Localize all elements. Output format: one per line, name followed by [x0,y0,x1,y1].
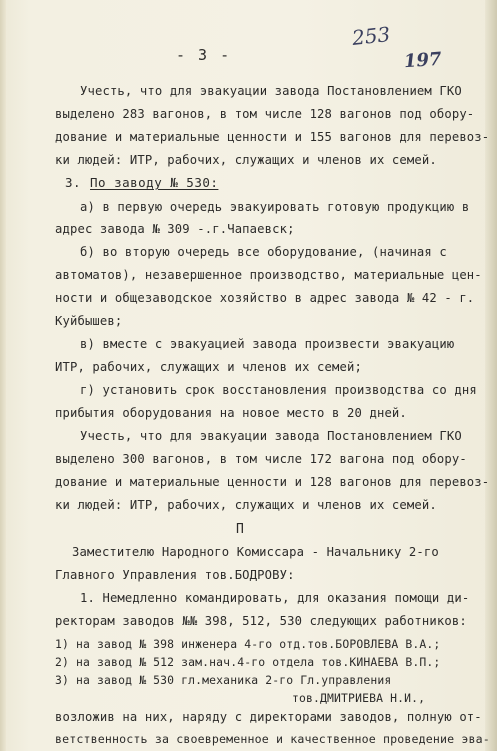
section-number: 3. [65,175,82,190]
part-numeral: П [236,522,244,537]
text-line: дование и материальные ценности и 155 вагонов для перевоз- [55,130,490,144]
text-line: Главного Управления тов.БОДРОВУ: [55,568,295,582]
page-number: - 3 - [176,46,232,64]
text-line: ИТР, рабочих, служащих и членов их семей; [55,360,362,374]
text-line: тов.ДМИТРИЕВА Н.И., [292,691,426,705]
page-left-edge [0,0,6,751]
text-line: автоматов), незавершенное производство, материальные цен- [55,268,482,282]
text-line: возложив на них, наряду с директорами заводов, полную от- [55,710,482,724]
text-line: 2) на завод № 512 зам.нач.4-го отдела тов.КИНАЕВА В.П.; [55,655,441,669]
text-line: Заместителю Народного Комиссара - Начальнику 2-го [72,545,439,559]
text-line: адрес завода № 309 -.г.Чапаевск; [55,222,295,236]
text-line: в) вместе с эвакуацией завода произвести эвакуацию [80,337,455,351]
text-line: выделено 300 вагонов, в том числе 172 вагона под обору- [55,452,467,466]
handwritten-archive-number: 253 [350,22,392,50]
text-line: ректорам заводов №№ 398, 512, 530 следующих работников: [55,614,467,628]
text-line: Куйбышев; [55,314,123,328]
text-line: дование и материальные ценности и 128 вагонов для перевоз- [55,475,490,489]
text-line: ки людей: ИТР, рабочих, служащих и членов их семей. [55,153,437,167]
text-line: г) установить срок восстановления производства со дня [80,383,477,397]
section-heading: По заводу № 530: [90,175,219,190]
text-line: ности и общезаводское хозяйство в адрес завода № 42 - г. [55,291,475,305]
text-line: прибытия оборудования на новое место в 20 дней. [55,406,407,420]
text-line: 1) на завод № 398 инженера 4-го отд.тов.БОРОВЛЕВА В.А.; [55,637,441,651]
text-line: а) в первую очередь эвакуировать готовую продукцию в [80,200,470,214]
text-line: выделено 283 вагонов, в том числе 128 вагонов под обору- [55,107,475,121]
text-line: ветственность за своевременное и качественное проведение эва- [55,732,490,746]
text-line: 3) на завод № 530 гл.механика 2-го Гл.управления [55,673,392,687]
text-line: 1. Немедленно командировать, для оказания помощи ди- [80,591,470,605]
handwritten-sheet-number: 197 [403,48,443,73]
text-line: ки людей: ИТР, рабочих, служащих и членов их семей. [55,498,437,512]
text-line: Учесть, что для эвакуации завода Постановлением ГКО [80,429,462,443]
text-line: б) во вторую очередь все оборудование, (начиная с [80,245,447,259]
text-line: Учесть, что для эвакуации завода Постановлением ГКО [80,84,462,98]
page-right-edge [485,0,497,751]
